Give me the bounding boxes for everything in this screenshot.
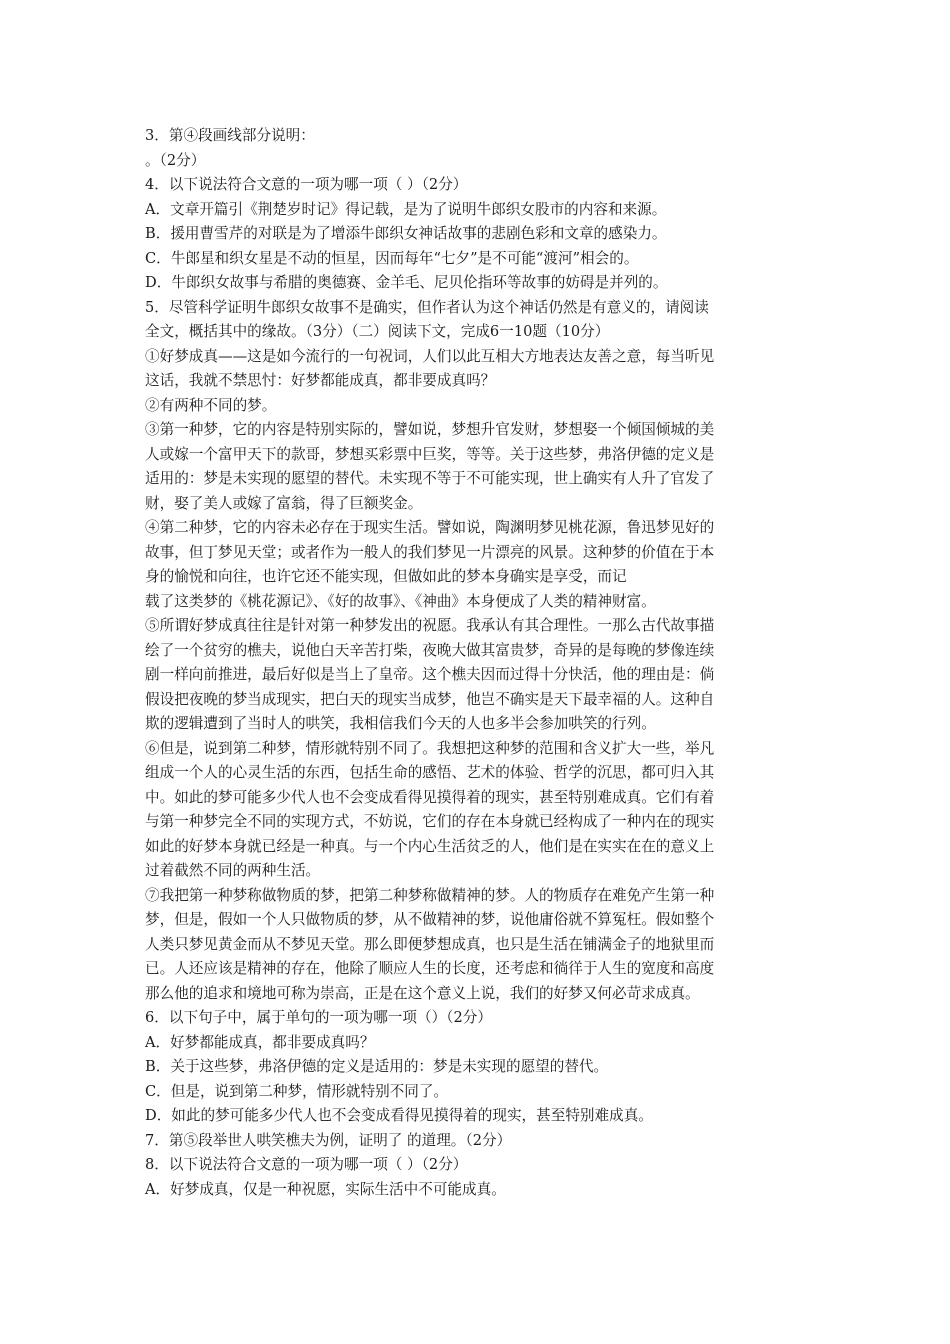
text-line: 全文，概括其中的缘故。（3分）（二）阅读下文，完成6一10题（10分） — [145, 323, 610, 340]
text-line: ⑤所谓好梦成真往往是针对第一种梦发出的祝愿。我承认有其合理性。一那么古代故事描 — [145, 617, 715, 634]
text-line: 如此的好梦本身就已经是一种真。与一个内心生活贫乏的人，他们是在实实在在的意义上 — [145, 837, 715, 855]
text-line: 4．以下说法符合文意的一项为哪一项（ ）（2分） — [145, 176, 468, 193]
text-line: 财，娶了美人或嫁了富翁，得了巨额奖金。 — [145, 494, 423, 512]
text-line: A．好梦成真，仅是一种祝愿，实际生活中不可能成真。 — [145, 1180, 506, 1198]
text-line: 假设把夜晚的梦当成现实，把白天的现实当成梦，他岂不确实是天下最幸福的人。这种自 — [145, 690, 715, 708]
text-line: ③第一种梦，它的内容是特别实际的，譬如说，梦想升官发财，梦想娶一个倾国倾城的美 — [145, 421, 715, 438]
text-line: 3．第④段画线部分说明： — [145, 127, 315, 144]
text-line: 故事，但丁梦见天堂；或者作为一般人的我们梦见一片漂亮的风景。这种梦的价值在于本 — [145, 543, 715, 561]
text-line: ⑦我把第一种梦称做物质的梦，把第二种梦称做精神的梦。人的物质存在难免产生第一种 — [145, 886, 715, 904]
text-line: 过着截然不同的两种生活。 — [145, 862, 321, 879]
text-line: 组成一个人的心灵生活的东西，包括生命的感悟、艺术的体验、哲学的沉思，都可归入其 — [145, 764, 715, 781]
text-line: 人或嫁一个富甲天下的款哥，梦想买彩票中巨奖，等等。关于这些梦，弗洛伊德的定义是 — [145, 445, 715, 463]
text-line: 6．以下句子中，属于单句的一项为哪一项（）（2分） — [145, 1009, 492, 1026]
text-line: 那么他的追求和境地可称为崇高，正是在这个意义上说，我们的好梦又何必苛求成真。 — [145, 984, 700, 1002]
text-line: ②有两种不同的梦。 — [145, 396, 277, 414]
text-line: C．但是，说到第二种梦，情形就特别不同了。 — [145, 1082, 449, 1100]
text-line: D．如此的梦可能多少代人也不会变成看得见摸得着的现实，甚至特别难成真。 — [145, 1107, 653, 1124]
text-line: 欺的逻辑遭到了当时人的哄笑，我相信我们今天的人也多半会参加哄笑的行列。 — [145, 715, 656, 732]
text-line: 这话，我就不禁思忖：好梦都能成真，都非要成真吗？ — [145, 372, 496, 389]
text-line: ⑥但是，说到第二种梦，情形就特别不同了。我想把这种梦的范围和含义扩大一些，举凡 — [145, 739, 715, 757]
text-line: C．牛郎星和织女星是不动的恒星，因而每年“七夕”是不可能“渡河”相会的。 — [145, 249, 639, 267]
text-line: ④第二种梦，它的内容未必存在于现实生活。譬如说，陶渊明梦见桃花源，鲁迅梦见好的 — [145, 519, 715, 536]
text-line: 5．尽管科学证明牛郎织女故事不是确实，但作者认为这个神话仍然是有意义的，请阅读 — [145, 298, 709, 316]
text-line: B．援用曹雪芹的对联是为了增添牛郎织女神话故事的悲剧色彩和文章的感染力。 — [145, 225, 667, 242]
text-line: 梦，但是，假如一个人只做物质的梦，从不做精神的梦，说他庸俗就不算冤枉。假如整个 — [145, 911, 715, 928]
text-line: 中。如此的梦可能多少代人也不会变成看得见摸得着的现实，甚至特别难成真。它们有着 — [145, 788, 715, 806]
text-line: A．好梦都能成真，都非要成真吗？ — [145, 1033, 375, 1051]
text-line: 已。人还应该是精神的存在，他除了顺应人生的长度，还考虑和徜徉于人生的宽度和高度 — [145, 960, 715, 977]
text-line: 8．以下说法符合文意的一项为哪一项（ ）（2分） — [145, 1156, 468, 1173]
text-line: 与第一种梦完全不同的实现方式，不妨说，它们的存在本身就已经构成了一种内在的现实 — [145, 813, 715, 830]
text-line: B．关于这些梦，弗洛伊德的定义是适用的：梦是未实现的愿望的替代。 — [145, 1058, 609, 1075]
text-line: A．文章开篇引《荆楚岁时记》得记载，是为了说明牛郎织女股市的内容和来源。 — [145, 200, 667, 218]
text-line: ①好梦成真——这是如今流行的一句祝词，人们以此互相大方地表达友善之意，每当听见 — [145, 347, 715, 365]
text-line: 绘了一个贫穷的樵夫，说他白天辛苦打柴，夜晚大做其富贵梦，奇异的是每晚的梦像连续 — [145, 641, 715, 659]
text-line: 。（2分） — [145, 151, 206, 169]
text-line: 适用的：梦是未实现的愿望的替代。未实现不等于不可能实现，世上确实有人升了官发了 — [145, 470, 715, 487]
text-line: D．牛郎织女故事与希腊的奥德赛、金羊毛、尼贝伦指环等故事的妨碍是并列的。 — [145, 274, 668, 291]
text-line: 身的愉悦和向往，也许它还不能实现，但做如此的梦本身确实是享受，而记 — [145, 568, 627, 585]
text-line: 人类只梦见黄金而从不梦见天堂。那么即便梦想成真，也只是生活在铺满金子的地狱里而 — [145, 935, 715, 953]
document-body — [145, 124, 810, 1202]
text-line: 载了这类梦的《桃花源记》、《好的故事》、《神曲》本身便成了人类的精神财富。 — [145, 592, 656, 610]
text-line: 剧一样向前推进，最后好似是当上了皇帝。这个樵夫因而过得十分快活，他的理由是：倘 — [145, 666, 715, 683]
text-line: 7．第⑤段举世人哄笑樵夫为例，证明了 的道理。（2分） — [145, 1131, 512, 1149]
